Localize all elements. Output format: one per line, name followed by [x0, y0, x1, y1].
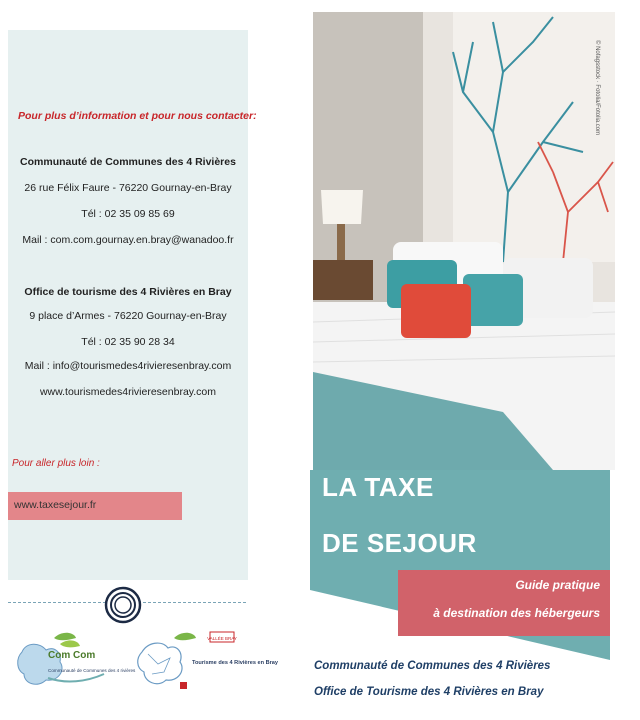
org2-phone: Tél : 02 35 90 28 34 [81, 336, 175, 348]
pillow-red [401, 284, 471, 338]
ring-ornament-icon [104, 586, 142, 624]
org1-address: 26 rue Félix Faure - 76220 Gournay-en-Bray [24, 182, 232, 194]
org1-phone: Tél : 02 35 09 85 69 [81, 208, 175, 220]
comcom-logo-subtext: Communauté de Communes des 4 rivières [48, 668, 136, 673]
guide-subtitle-line2: à destination des hébergeurs [433, 606, 600, 620]
comcom-logo-text: Com Com [48, 650, 96, 661]
comcom-logo [14, 624, 136, 694]
pillow-teal-right [463, 274, 523, 326]
lamp-shade [321, 190, 363, 224]
contact-panel [8, 30, 257, 580]
org1-email: Mail : com.com.gournay.en.bray@wanadoo.fr [22, 234, 234, 246]
nightstand [313, 260, 373, 300]
photo-credit: © Nofagsstock · Fotolia/Fotolia.com [594, 40, 600, 136]
guide-subtitle-line1: Guide pratique [515, 578, 600, 592]
cover-title-line2: DE SEJOUR [322, 528, 477, 558]
further-label: Pour aller plus loin : [12, 458, 100, 469]
footer-org1: Communauté de Communes des 4 Rivières [314, 660, 551, 672]
footer-org2: Office de Tourisme des 4 Rivières en Bray [314, 686, 544, 698]
guide-subtitle-box [398, 570, 610, 636]
tourism-badge-text: VALLÉE BRAY [207, 636, 237, 641]
contact-heading: Pour plus d’information et pour nous contacter: [18, 110, 257, 122]
cover-photo-bedroom [313, 12, 615, 470]
further-link[interactable]: www.taxesejour.fr [14, 499, 97, 511]
org2-email: Mail : info@tourismedes4rivieresenbray.com [24, 360, 232, 372]
tourism-logo [136, 624, 279, 694]
org2-website[interactable]: www.tourismedes4rivieresenbray.com [39, 386, 217, 398]
org2-name: Office de tourisme des 4 Rivières en Bray [24, 286, 232, 298]
cover-title-line1: LA TAXE [322, 472, 434, 502]
lamp-base [337, 224, 345, 260]
tourism-logo-text: Tourisme des 4 Rivières en Bray [192, 660, 279, 666]
org2-address: 9 place d’Armes - 76220 Gournay-en-Bray [29, 310, 227, 322]
further-link-box[interactable] [8, 492, 182, 520]
org1-name: Communauté de Communes des 4 Rivières [20, 156, 236, 168]
